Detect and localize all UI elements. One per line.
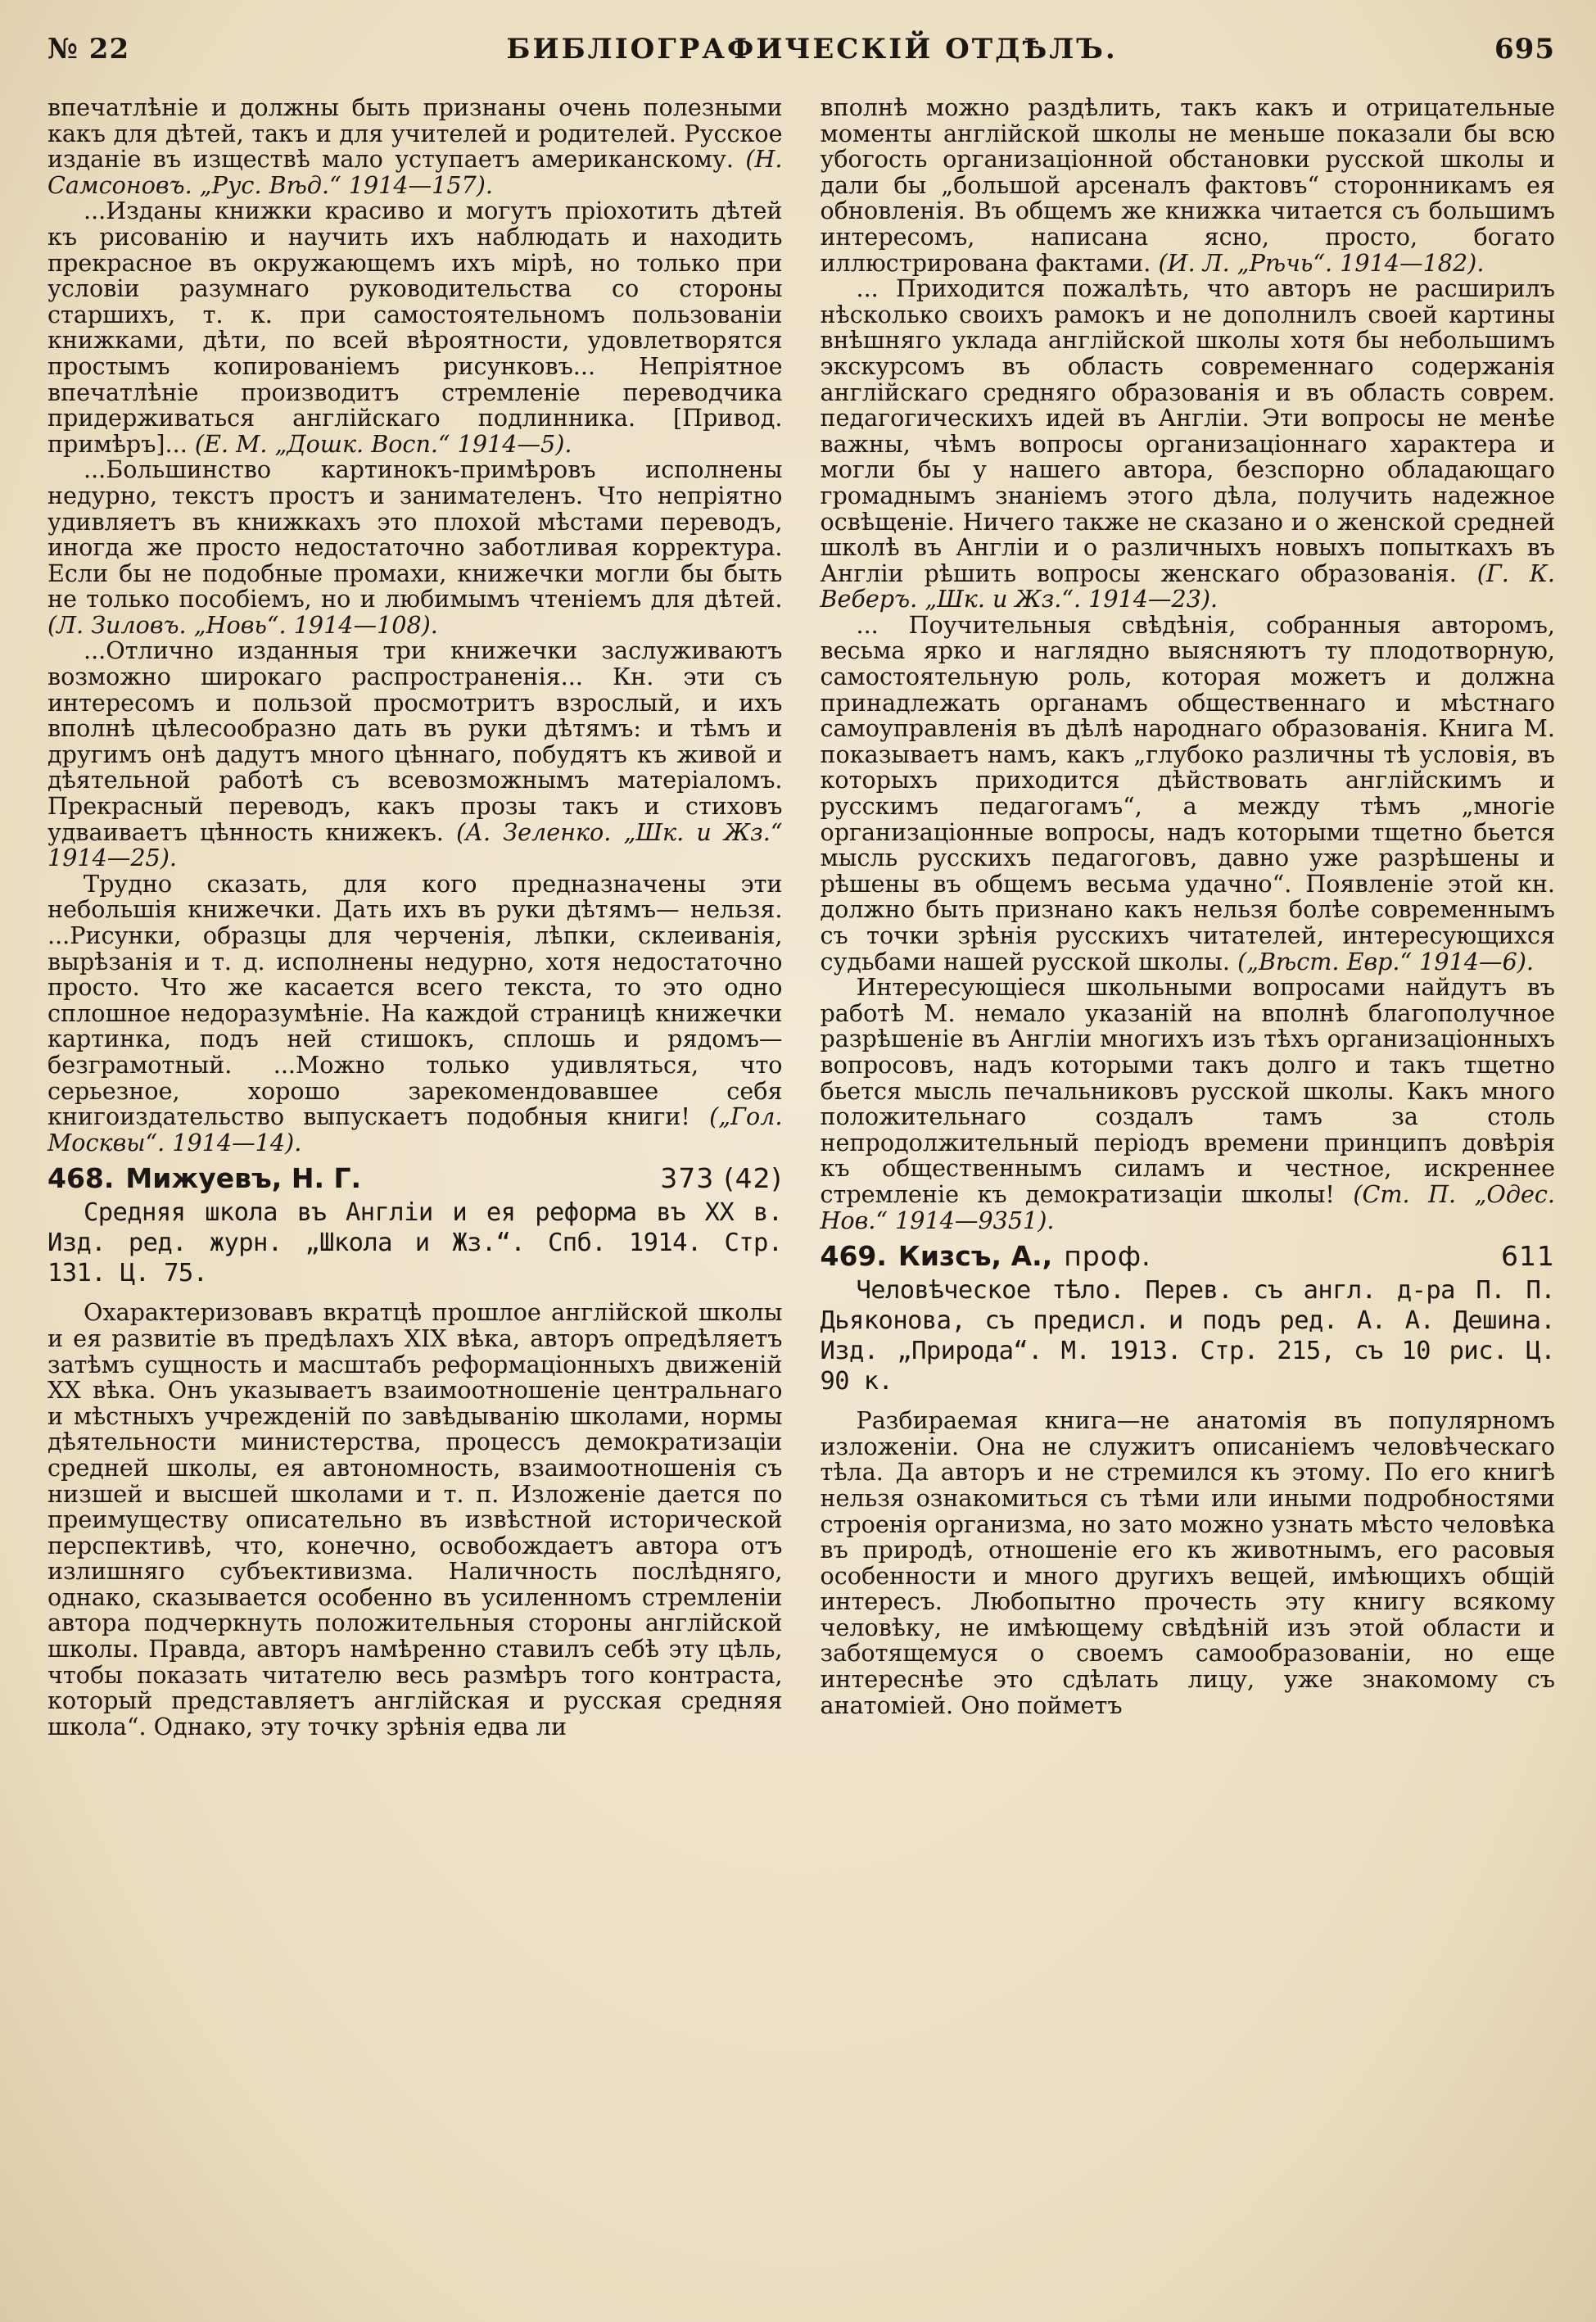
review-source: (А. Зеленко. „Шк. и Жз.“ 1914—25). bbox=[47, 817, 783, 872]
classification-code: 611 bbox=[1501, 1240, 1555, 1273]
review-paragraph bbox=[821, 975, 1556, 1233]
entry-number: 469. bbox=[820, 1240, 887, 1273]
page-header bbox=[47, 33, 1555, 74]
bibliographic-description: Человѣческое тѣло. Перев. съ англ. д-ра П. П. Дьяконова, съ предисл. и подъ ред. А. А. Дешина. Изд. „Природа“. М. 1913. Стр. 215, съ 10 рис. Ц. 90 к. bbox=[820, 1276, 1555, 1396]
review-paragraph bbox=[47, 871, 783, 1156]
review-source: (Ст. П. „Одес. Нов.“ 1914—9351). bbox=[820, 1179, 1556, 1234]
page-number: 695 bbox=[1494, 33, 1555, 66]
review-paragraph bbox=[821, 95, 1556, 276]
review-source: (Л. Зиловъ. „Новь“. 1914—108). bbox=[47, 610, 438, 639]
review-source: (Г. К. Веберъ. „Шк. и Жз.“. 1914—23). bbox=[820, 559, 1555, 613]
review-text: Интересующіеся школьными вопросами найдутъ въ работѣ М. немало указаній на вполнѣ благополучное разрѣшеніе въ Англіи многихъ изъ тѣхъ организаціонныхъ вопросовъ, надъ которыми такъ долго и такъ тщетно бьется мысль печальниковъ русской школы. Какъ много положительнаго создалъ тамъ за столь непродолжительный періодъ времени принципъ довѣрія къ общественнымъ силамъ и честное, искреннее стремленіе къ демократизаціи школы! bbox=[820, 973, 1555, 1208]
entry-heading-469 bbox=[821, 1240, 1556, 1272]
review-text: вполнѣ можно раздѣлить, такъ какъ и отрицательные моменты англійской школы не меньше показали бы всю убогость организаціонной обстановки русской школы и дали бы „большой арсеналъ фактовъ“ сторонникамъ ея обновленія. Въ общемъ же книжка читается съ большимъ интересомъ, написана ясно, просто, богато иллюстрирована фактами. bbox=[820, 93, 1555, 277]
right-column bbox=[821, 95, 1556, 1740]
entry-author: Кизсъ, А., bbox=[897, 1240, 1053, 1273]
review-paragraph bbox=[821, 276, 1556, 613]
review-source: („Вѣст. Евр.“ 1914—6). bbox=[1237, 947, 1535, 975]
review-text: впечатлѣніе и должны быть признаны очень полезными какъ для дѣтей, такъ и для учителей и родителей. Русское изданіе въ изществѣ мало уступаетъ американскому. bbox=[47, 93, 783, 174]
review-source: (Е. М. „Дошк. Восп.“ 1914—5). bbox=[194, 429, 572, 458]
review-paragraph bbox=[47, 95, 783, 198]
review-text: ... Приходится пожалѣть, что авторъ не расширилъ нѣсколько своихъ рамокъ и не дополнилъ своей картины внѣшняго уклада англійской школы хотя бы небольшимъ экскурсомъ въ область современнаго содержанія англійскаго средняго образованія и въ область соврем. педагогическихъ идей въ Англіи. Эти вопросы не менѣе важны, чѣмъ вопросы организаціоннаго характера и могли бы у нашего автора, безспорно обладающаго громаднымъ знаніемъ этого дѣла, получить надежное освѣщеніе. Ничего также не сказано и о женской средней школѣ въ Англіи и о различныхъ новыхъ попыткахъ въ Англіи рѣшить вопросы женскаго образованія. bbox=[820, 274, 1555, 587]
review-paragraph bbox=[47, 457, 783, 638]
review-source: (И. Л. „Рѣчь“. 1914—182). bbox=[1158, 248, 1485, 277]
review-text: ...Большинство картинокъ-примѣровъ исполнены недурно, текстъ простъ и занимателенъ. Что непріятно удивляетъ въ книжкахъ это плохой мѣстами переводъ, иногда же просто недостаточно заботливая корректура. Если бы не подобные промахи, книжечки могли бы быть не только пособіемъ, но и любимымъ чтеніемъ для дѣтей. bbox=[47, 455, 783, 613]
review-text: ... Поучительныя свѣдѣнія, собранныя авторомъ, весьма ярко и наглядно выясняютъ ту плодотворную, самостоятельную роль, которая можетъ и должна принадлежать органамъ общественнаго и мѣстнаго самоуправленія въ дѣлѣ народнаго образованія. Книга М. показываетъ намъ, какъ „глубоко различны тѣ условія, въ которыхъ приходится дѣйствовать англійскимъ и русскимъ педагогамъ“, а между тѣмъ „многіе организаціонные вопросы, надъ которыми тщетно бьется мысль русскихъ педагоговъ, давно уже разрѣшены и рѣшены въ общемъ весьма удачно“. Появленіе этой кн. должно быть признано какъ нельзя болѣе современнымъ съ точки зрѣнія русскихъ читателей, интересующихся судьбами нашей русской школы. bbox=[820, 610, 1555, 975]
entry-heading-468 bbox=[47, 1162, 783, 1194]
issue-number: № 22 bbox=[47, 33, 130, 66]
review-text: ...Отлично изданныя три книжечки заслуживаютъ возможно широкаго распространенія... Кн. эти съ интересомъ и пользой просмотритъ взрослый, и ихъ вполнѣ цѣлесообразно дать въ руки дѣтямъ: и тѣмъ и другимъ онѣ дадутъ много цѣннаго, побудятъ къ живой и дѣятельной работѣ съ всевозможнымъ матеріаломъ. Прекрасный переводъ, какъ прозы такъ и стиховъ удваиваетъ цѣнность книжекъ. bbox=[47, 636, 783, 846]
bibliographic-description: Средняя школа въ Англіи и ея реформа въ XX в. Изд. ред. журн. „Школа и Жз.“. Спб. 1914. Стр. 131. Ц. 75. bbox=[47, 1198, 783, 1288]
review-text: Трудно сказать, для кого предназначены эти небольшія книжечки. Дать ихъ въ руки дѣтямъ— нельзя. ...Рисунки, образцы для черченія, лѣпки, склеиванія, вырѣзанія и т. д. исполнены недурно, хотя недостаточно просто. Что же касается всего текста, то это одно сплошное недоразумѣніе. На каждой страницѣ книжечки картинка, подъ ней стишокъ, сплошь и рядомъ—безграмотный. ...Можно только удивляться, что серьезное, хорошо зарекомендовавшее себя книгоиздательство выпускаетъ подобныя книги! bbox=[47, 869, 783, 1131]
entry-number: 468. bbox=[47, 1162, 115, 1195]
review-paragraph bbox=[820, 610, 1556, 975]
left-column bbox=[47, 95, 783, 1740]
text-columns bbox=[47, 95, 1555, 1740]
classification-code: 373 (42) bbox=[660, 1162, 783, 1195]
review-source: (Н. Самсоновъ. „Рус. Вѣд.“ 1914—157). bbox=[47, 145, 783, 199]
review-source: („Гол. Москвы“. 1914—14). bbox=[47, 1102, 783, 1156]
review-paragraph: Охарактеризовавъ вкратцѣ прошлое англійской школы и ея развитіе въ предѣлахъ XIX вѣка, авторъ опредѣляетъ затѣмъ сущность и масштабъ реформаціонныхъ движеній XX вѣка. Онъ указываетъ взаимоотношеніе центральнаго и мѣстныхъ учрежденій по завѣдыванію школами, нормы дѣятельности министерства, процессъ демократизаціи средней школы, ея автономность, взаимоотношенія съ низшей и высшей школами и т. п. Изложеніе дается по преимуществу описательно въ извѣстной исторической перспективѣ, что, конечно, освобождаетъ автора отъ излишняго субъективизма. Наличность послѣдняго, однако, сказывается особенно въ усиленномъ стремленіи автора подчеркнуть положительныя стороны англійской школы. Правда, авторъ намѣренно ставилъ себѣ эту цѣль, чтобы показать читателю весь размѣръ того контраста, который представляетъ англійская и русская средняя школа“. Однако, эту точку зрѣнія едва ли bbox=[47, 1298, 783, 1740]
entry-author: Мижуевъ, Н. Г. bbox=[125, 1162, 362, 1195]
review-paragraph: Разбираемая книга—не анатомія въ популярномъ изложеніи. Она не служитъ описаніемъ человѣческаго тѣла. Да авторъ и не стремился къ этому. По его книгѣ нельзя ознакомиться съ тѣми или иными подробностями строенія организма, но зато можно узнать мѣсто человѣка въ природѣ, отношеніе его къ животнымъ, его расовыя особенности и много другихъ вещей, имѣющихъ общій интересъ. Любопытно прочесть эту книгу всякому человѣку, не имѣющему свѣдѣній изъ этой области и заботящемуся о своемъ самообразованіи, но еще интереснѣе это сдѣлать лицу, уже знакомому съ анатоміей. Оно пойметъ bbox=[820, 1406, 1555, 1719]
entry-author-role: проф. bbox=[1064, 1240, 1151, 1273]
review-text: ...Изданы книжки красиво и могутъ пріохотить дѣтей къ рисованію и научить ихъ наблюдать и находить прекрасное въ окружающемъ ихъ мірѣ, но только при условіи разумнаго руководительства со стороны старшихъ, т. к. при самостоятельномъ пользованіи книжками, дѣти, по всей вѣроятности, удовлетворятся простымъ копированіемъ рисунковъ... Непріятное впечатлѣніе производитъ стремленіе переводчика придерживаться англійскаго подлинника. [Привод. примѣръ]... bbox=[47, 197, 783, 458]
review-paragraph bbox=[47, 638, 783, 871]
section-title: БИБЛІОГРАФИЧЕСКІЙ ОТДѢЛЪ. bbox=[506, 33, 1118, 66]
review-paragraph bbox=[47, 198, 783, 457]
